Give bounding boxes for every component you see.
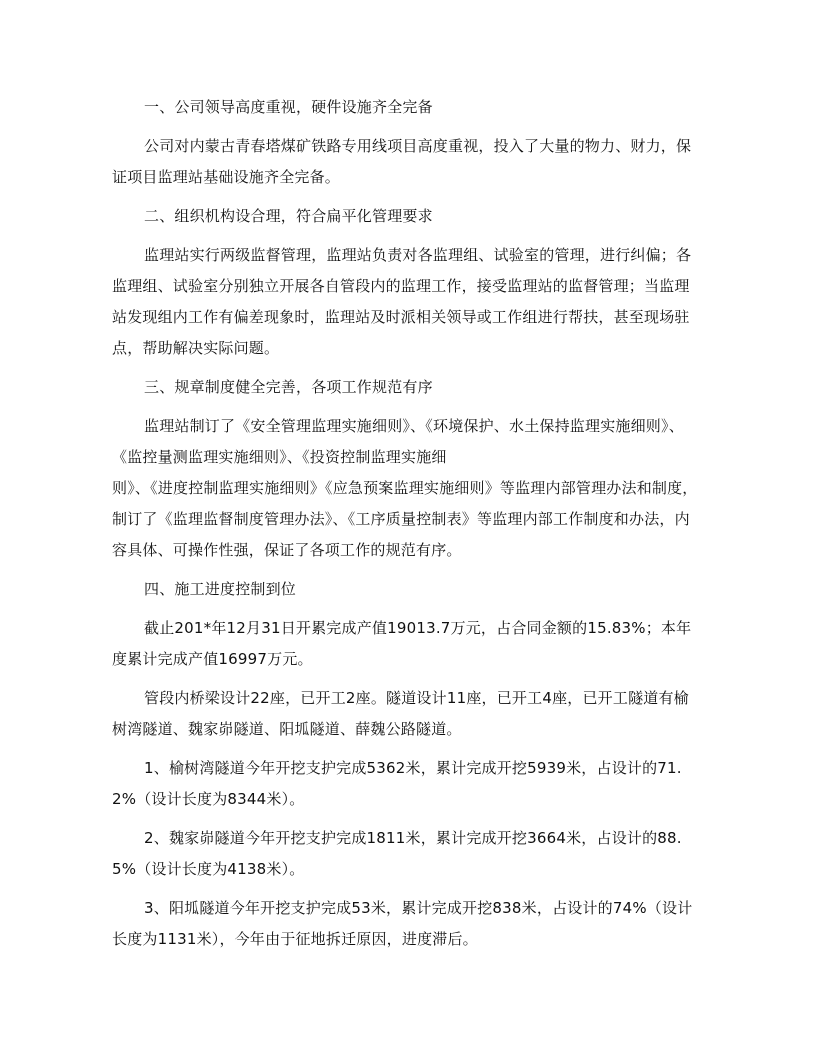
section-heading-2: 二、组织机构设合理，符合扁平化管理要求 bbox=[144, 207, 433, 225]
section-heading-4: 四、施工进度控制到位 bbox=[144, 580, 297, 598]
body-paragraph: 公司对内蒙古青春塔煤矿铁路专用线项目高度重视，投入了大量的物力、财力，保证项目监理站基础设施齐全完备。 bbox=[112, 137, 692, 186]
list-item: 2、魏家峁隧道今年开挖支护完成1811米，累计完成开挖3664米，占设计的88.5%（设计长度为4138米）。 bbox=[112, 829, 682, 878]
body-paragraph: 监理站制订了《安全管理监理实施细则》、《环境保护、水土保持监理实施细则》、《监控量测监理实施细则》、《投资控制监理实施细 bbox=[112, 417, 684, 466]
body-paragraph: 截止201*年12月31日开累完成产值19013.7万元，占合同金额的15.83%；本年度累计完成产值16997万元。 bbox=[112, 619, 692, 668]
body-paragraph: 监理站实行两级监督管理，监理站负责对各监理组、试验室的管理，进行纠偏；各监理组、试验室分别独立开展各自管段内的监理工作，接受监理站的监督管理；当监理站发现组内工作有偏差现象时，监理站及时派相关领导或工作组进行帮扶，甚至现场驻点，帮助解决实际问题。 bbox=[112, 246, 692, 357]
list-item: 3、阳坬隧道今年开挖支护完成53米，累计完成开挖838米，占设计的74%（设计长度为1131米），今年由于征地拆迁原因，进度滞后。 bbox=[112, 899, 693, 948]
body-paragraph: 管段内桥梁设计22座，已开工2座。隧道设计11座，已开工4座，已开工隧道有榆树湾隧道、魏家峁隧道、阳坬隧道、薛魏公路隧道。 bbox=[112, 689, 689, 738]
document-body bbox=[112, 92, 704, 963]
section-heading-3: 三、规章制度健全完善，各项工作规范有序 bbox=[144, 378, 433, 396]
list-item: 1、榆树湾隧道今年开挖支护完成5362米，累计完成开挖5939米，占设计的71.2%（设计长度为8344米）。 bbox=[112, 759, 682, 808]
section-heading-1: 一、公司领导高度重视，硬件设施齐全完备 bbox=[144, 98, 433, 116]
body-paragraph: 则》、《进度控制监理实施细则》《应急预案监理实施细则》等监理内部管理办法和制度，制订了《监理监督制度管理办法》、《工序质量控制表》等监理内部工作制度和办法，内容具体、可操作性强，保证了各项工作的规范有序。 bbox=[112, 479, 698, 559]
